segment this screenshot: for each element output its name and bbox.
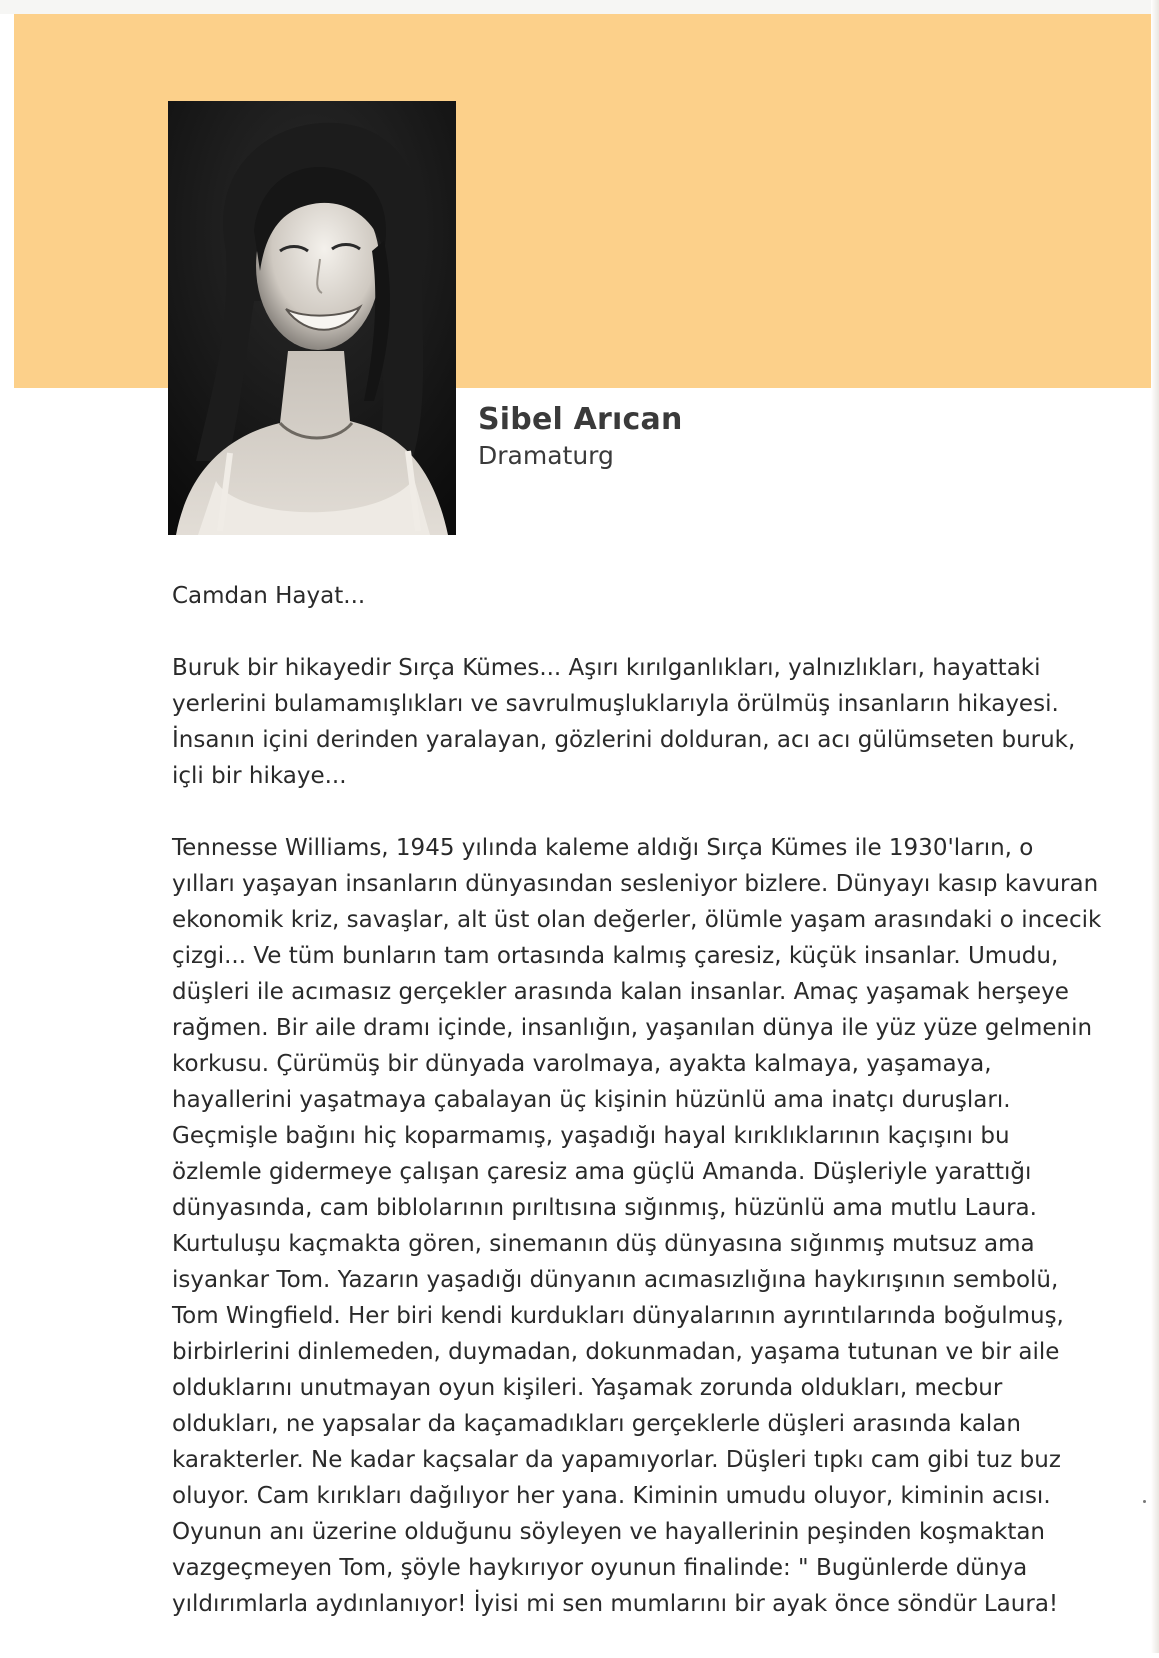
page-edge-shadow — [1151, 0, 1159, 1653]
text-line: korkusu. Çürümüş bir dünyada varolmaya, ayakta kalmaya, yaşamaya, — [172, 1051, 992, 1077]
text-line: dünyasında, cam biblolarının pırıltısına sığınmış, hüzünlü ama mutlu Laura. — [172, 1195, 1037, 1221]
text-line: özlemle gidermeye çalışan çaresiz ama güçlü Amanda. Düşleriyle yarattığı — [172, 1159, 1032, 1185]
scan-speck — [1143, 1500, 1146, 1503]
text-line: olduklarını unutmayan oyun kişileri. Yaşamak zorunda oldukları, mecbur — [172, 1375, 1003, 1401]
text-line: Tennesse Williams, 1945 yılında kaleme aldığı Sırça Kümes ile 1930'ların, o — [172, 835, 1034, 861]
text-line: karakterler. Ne kadar kaçsalar da yapamıyorlar. Düşleri tıpkı cam gibi tuz buz — [172, 1447, 1061, 1473]
paragraph — [172, 830, 1102, 1622]
portrait-photo — [168, 101, 456, 535]
person-role: Dramaturg — [478, 441, 614, 470]
text-line: yılları yaşayan insanların dünyasından sesleniyor bizlere. Dünyayı kasıp kavuran — [172, 871, 1099, 897]
text-line: Oyunun anı üzerine olduğunu söyleyen ve hayallerinin peşinden koşmaktan — [172, 1519, 1046, 1545]
text-line: Buruk bir hikayedir Sırça Kümes... Aşırı kırılganlıkları, yalnızlıkları, hayattaki — [172, 655, 1041, 681]
text-line: düşleri ile acımasız gerçekler arasında kalan insanlar. Amaç yaşamak herşeye — [172, 979, 1069, 1005]
text-line: içli bir hikaye... — [172, 763, 347, 789]
text-line: birbirlerini dinlemeden, duymadan, dokunmadan, yaşama tutunan ve bir aile — [172, 1339, 1060, 1365]
person-caption — [478, 402, 683, 472]
text-line: yerlerini bulamamışlıkları ve savrulmuşluklarıyla örülmüş insanların hikayesi. — [172, 691, 1059, 717]
text-line: oldukları, ne yapsalar da kaçamadıkları gerçeklerle düşleri arasında kalan — [172, 1411, 1021, 1437]
text-line: isyankar Tom. Yazarın yaşadığı dünyanın acımasızlığına haykırışının sembolü, — [172, 1267, 1059, 1293]
text-line: Geçmişle bağını hiç koparmamış, yaşadığı hayal kırıklıklarının kaçışını bu — [172, 1123, 1010, 1149]
text-line: oluyor. Cam kırıkları dağılıyor her yana. Kiminin umudu oluyor, kiminin acısı. — [172, 1483, 1051, 1509]
text-line: yıldırımlarla aydınlanıyor! İyisi mi sen mumlarını bir ayak önce söndür Laura! — [172, 1591, 1059, 1617]
text-line: Tom Wingfield. Her biri kendi kurdukları dünyalarının ayrıntılarında boğulmuş, — [172, 1303, 1064, 1329]
article-body — [172, 578, 1102, 1658]
text-line: hayallerini yaşatmaya çabalayan üç kişinin hüzünlü ama inatçı duruşları. — [172, 1087, 1011, 1113]
article-heading: Camdan Hayat... — [172, 583, 366, 609]
text-line: ekonomik kriz, savaşlar, alt üst olan değerler, ölümle yaşam arasındaki o incecik — [172, 907, 1102, 933]
scan-edge — [0, 0, 1159, 14]
paragraph — [172, 650, 1092, 794]
text-line: çizgi... Ve tüm bunların tam ortasında kalmış çaresiz, küçük insanlar. Umudu, — [172, 943, 1059, 969]
text-line: rağmen. Bir aile dramı içinde, insanlığın, yaşanılan dünya ile yüz yüze gelmenin — [172, 1015, 1093, 1041]
text-line: Kurtuluşu kaçmakta gören, sinemanın düş dünyasına sığınmış mutsuz ama — [172, 1231, 1035, 1257]
text-line: vazgeçmeyen Tom, şöyle haykırıyor oyunun finalinde: " Bugünlerde dünya — [172, 1555, 1028, 1581]
text-line: İnsanın içini derinden yaralayan, gözlerini dolduran, acı acı gülümseten buruk, — [172, 727, 1076, 753]
person-name: Sibel Arıcan — [478, 402, 683, 437]
